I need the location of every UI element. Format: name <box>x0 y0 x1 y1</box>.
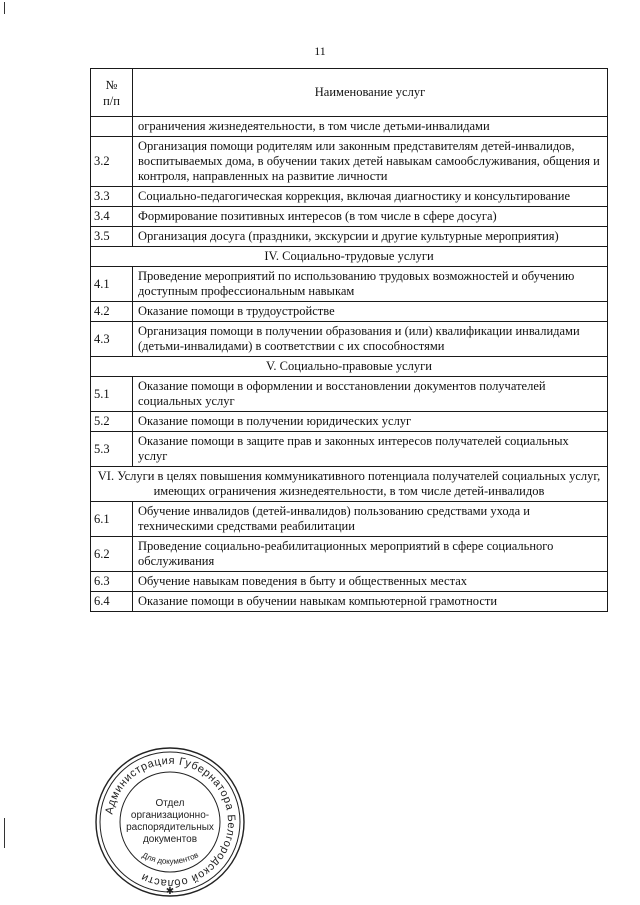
table-row <box>91 502 608 537</box>
stamp-center <box>92 744 248 900</box>
header-num <box>91 69 133 117</box>
row-number: 5.1 <box>91 377 133 412</box>
service-name: Оказание помощи в трудоустройстве <box>133 302 608 322</box>
section-row <box>91 247 608 267</box>
stamp-line-2: организационно- <box>130 810 210 821</box>
service-name: Оказание помощи в защите прав и законных интересов получателей социальных услуг <box>133 432 608 467</box>
row-number: 4.2 <box>91 302 133 322</box>
service-name: Обучение навыкам поведения в быту и общественных местах <box>133 572 608 592</box>
stamp-bottom-text: Для документов <box>140 850 200 867</box>
service-name: Организация досуга (праздники, экскурсии и другие культурные мероприятия) <box>133 227 608 247</box>
row-number: 6.3 <box>91 572 133 592</box>
services-table-body <box>91 69 608 612</box>
service-name: ограничения жизнедеятельности, в том числе детьми-инвалидами <box>133 117 608 137</box>
header-title: Наименование услуг <box>133 69 608 117</box>
table-row <box>91 432 608 467</box>
table-row <box>91 592 608 612</box>
table-row <box>91 117 608 137</box>
stamp-ring-text: Администрация Губернатора Белгородской области <box>103 754 238 890</box>
service-name: Обучение инвалидов (детей-инвалидов) пользованию средствами ухода и техническими средствами реабилитации <box>133 502 608 537</box>
row-number: 4.1 <box>91 267 133 302</box>
stamp-star-icon: ✱ <box>165 886 175 897</box>
row-number: 5.2 <box>91 412 133 432</box>
service-name: Оказание помощи в обучении навыкам компьютерной грамотности <box>133 592 608 612</box>
service-name: Формирование позитивных интересов (в том числе в сфере досуга) <box>133 207 608 227</box>
row-number: 3.2 <box>91 137 133 187</box>
official-stamp <box>92 744 248 900</box>
table-row <box>91 377 608 412</box>
row-number: 5.3 <box>91 432 133 467</box>
service-name: Проведение мероприятий по использованию трудовых возможностей и обучению доступным профессиональным навыкам <box>133 267 608 302</box>
table-row <box>91 322 608 357</box>
section-title: IV. Социально-трудовые услуги <box>91 247 608 267</box>
row-number: 6.1 <box>91 502 133 537</box>
service-name: Социально-педагогическая коррекция, включая диагностику и консультирование <box>133 187 608 207</box>
table-row <box>91 227 608 247</box>
section-row <box>91 467 608 502</box>
service-name: Проведение социально-реабилитационных мероприятий в сфере социального обслуживания <box>133 537 608 572</box>
section-row <box>91 357 608 377</box>
section-title: V. Социально-правовые услуги <box>91 357 608 377</box>
table-row <box>91 412 608 432</box>
section-title: VI. Услуги в целях повышения коммуникативного потенциала получателей социальных услуг, имеющих ограничения жизнедеятельности, в том числе детей-инвалидов <box>91 467 608 502</box>
row-number: 3.4 <box>91 207 133 227</box>
table-row <box>91 207 608 227</box>
services-table <box>90 68 608 612</box>
row-number: 4.3 <box>91 322 133 357</box>
header-num-label: № п/п <box>103 77 120 108</box>
table-header-row <box>91 69 608 117</box>
service-name: Оказание помощи в получении юридических услуг <box>133 412 608 432</box>
service-name: Организация помощи родителям или законным представителям детей-инвалидов, воспитываемых дома, в обучении таких детей навыкам самообслуживания, общения и контроля, направленных на развитие личности <box>133 137 608 187</box>
table-row <box>91 267 608 302</box>
row-number <box>91 117 133 137</box>
row-number: 3.3 <box>91 187 133 207</box>
table-row <box>91 187 608 207</box>
row-number: 6.4 <box>91 592 133 612</box>
stamp-line-1: Отдел <box>155 798 185 809</box>
service-name: Оказание помощи в оформлении и восстановлении документов получателей социальных услуг <box>133 377 608 412</box>
stamp-line-4: документов <box>142 834 198 845</box>
table-row <box>91 572 608 592</box>
scan-mark-top <box>4 2 5 14</box>
service-name: Организация помощи в получении образования и (или) квалификации инвалидами (детьми-инвалидами) в соответствии с их способностями <box>133 322 608 357</box>
page-number: 11 <box>314 44 326 58</box>
stamp-line-3: распорядительных <box>126 822 214 833</box>
table-row <box>91 137 608 187</box>
row-number: 3.5 <box>91 227 133 247</box>
table-row <box>91 302 608 322</box>
table-row <box>91 537 608 572</box>
row-number: 6.2 <box>91 537 133 572</box>
scan-mark-bottom <box>4 818 5 848</box>
